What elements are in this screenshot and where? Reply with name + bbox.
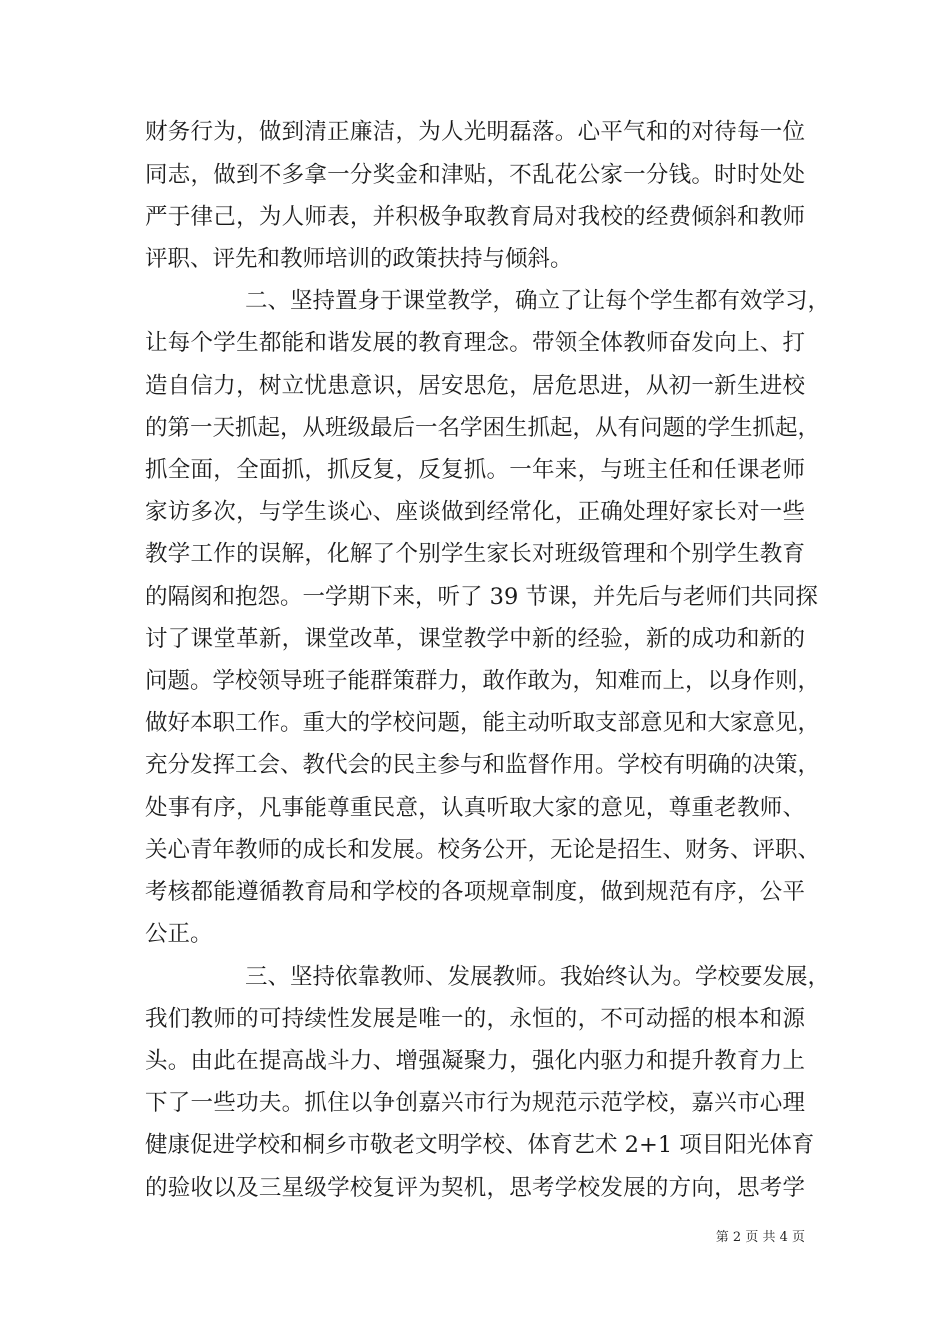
text-line: 的第一天抓起，从班级最后一名学困生抓起，从有问题的学生抓起，: [145, 415, 821, 441]
text-line: 下了一些功夫。抓住以争创嘉兴市行为规范示范学校，嘉兴市心理: [145, 1090, 805, 1116]
text-line: 健康促进学校和桐乡市敬老文明学校、体育艺术 2+1 项目阳光体育: [145, 1132, 815, 1158]
text-line: 充分发挥工会、教代会的民主参与和监督作用。学校有明确的决策，: [145, 752, 821, 778]
text-line: 公正。: [145, 921, 213, 947]
text-line: 的验收以及三星级学校复评为契机，思考学校发展的方向，思考学: [145, 1175, 805, 1201]
text-line: 我们教师的可持续性发展是唯一的，永恒的，不可动摇的根本和源: [145, 1006, 805, 1032]
text-line: 讨了课堂革新，课堂改革，课堂教学中新的经验，新的成功和新的: [145, 626, 805, 652]
text-line: 造自信力，树立忧患意识，居安思危，居危思进，从初一新生进校: [145, 373, 805, 399]
text-line: 财务行为，做到清正廉洁，为人光明磊落。心平气和的对待每一位: [145, 119, 805, 145]
paragraph-heading-line: 三、坚持依靠教师、发展教师。我始终认为。学校要发展，: [245, 964, 831, 990]
text-line: 评职、评先和教师培训的政策扶持与倾斜。: [145, 246, 573, 272]
text-line: 关心青年教师的成长和发展。校务公开，无论是招生、财务、评职、: [145, 837, 821, 863]
text-line: 的隔阂和抱怨。一学期下来，听了 39 节课，并先后与老师们共同探: [145, 584, 818, 610]
text-line: 同志，做到不多拿一分奖金和津贴，不乱花公家一分钱。时时处处: [145, 162, 805, 188]
text-line: 问题。学校领导班子能群策群力，敢作敢为，知难而上，以身作则，: [145, 668, 821, 694]
paragraph-heading-line: 二、坚持置身于课堂教学，确立了让每个学生都有效学习，: [245, 288, 831, 314]
text-line: 严于律己，为人师表，并积极争取教育局对我校的经费倾斜和教师: [145, 204, 805, 230]
text-line: 让每个学生都能和谐发展的教育理念。带领全体教师奋发向上、打: [145, 330, 805, 356]
text-line: 抓全面，全面抓，抓反复，反复抓。一年来，与班主任和任课老师: [145, 457, 805, 483]
text-line: 考核都能遵循教育局和学校的各项规章制度，做到规范有序，公平: [145, 879, 805, 905]
text-line: 头。由此在提高战斗力、增强凝聚力，强化内驱力和提升教育力上: [145, 1048, 805, 1074]
text-line: 家访多次，与学生谈心、座谈做到经常化，正确处理好家长对一些: [145, 499, 805, 525]
text-line: 处事有序，凡事能尊重民意，认真听取大家的意见，尊重老教师、: [145, 795, 805, 821]
text-line: 做好本职工作。重大的学校问题，能主动听取支部意见和大家意见，: [145, 710, 821, 736]
text-line: 教学工作的误解，化解了个别学生家长对班级管理和个别学生教育: [145, 541, 805, 567]
page-number-footer: 第 2 页 共 4 页: [715, 1230, 805, 1245]
